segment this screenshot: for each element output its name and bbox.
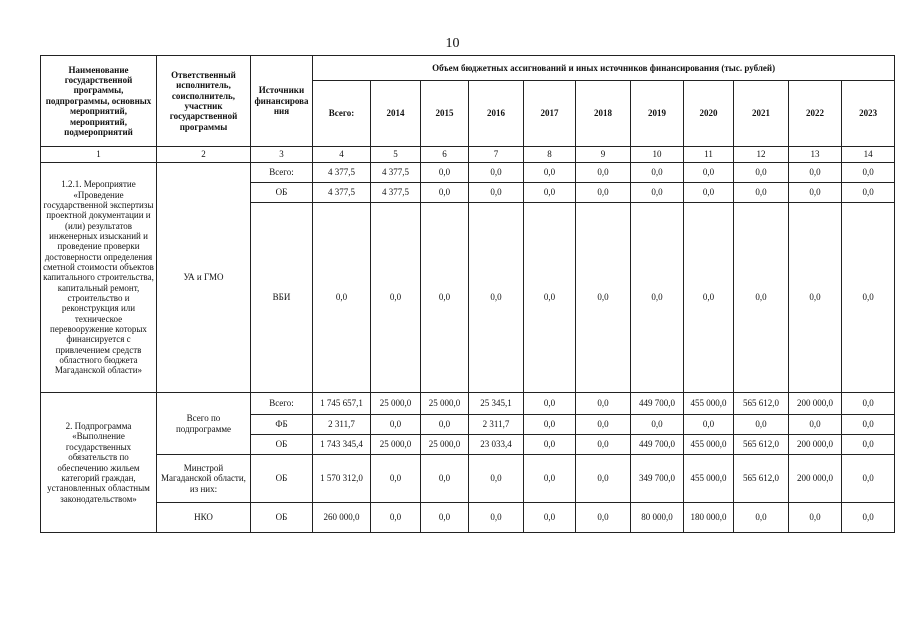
column-number: 12 xyxy=(734,147,789,163)
value-cell: 1 570 312,0 xyxy=(313,455,371,503)
value-cell: 25 345,1 xyxy=(469,393,524,415)
group-responsible: НКО xyxy=(157,503,251,533)
header-row-top xyxy=(41,56,895,81)
value-cell: 0,0 xyxy=(734,503,789,533)
value-cell: 0,0 xyxy=(576,393,631,415)
group-responsible: Всего по подпрограмме xyxy=(157,393,251,455)
source-cell: ОБ xyxy=(251,183,313,203)
value-cell: 0,0 xyxy=(371,503,421,533)
header-year: 2016 xyxy=(469,81,524,147)
header-name: Наименование государственной программы, подпрограммы, основных мероприятий, мероприятий, подмероприятий xyxy=(41,56,157,147)
value-cell: 200 000,0 xyxy=(789,455,842,503)
header-year: 2023 xyxy=(842,81,895,147)
value-cell: 0,0 xyxy=(469,163,524,183)
value-cell: 0,0 xyxy=(842,415,895,435)
header-year: 2015 xyxy=(421,81,469,147)
value-cell: 2 311,7 xyxy=(313,415,371,435)
value-cell: 0,0 xyxy=(469,203,524,393)
value-cell: 0,0 xyxy=(524,503,576,533)
value-cell: 0,0 xyxy=(734,163,789,183)
value-cell: 0,0 xyxy=(631,183,684,203)
header-year: 2019 xyxy=(631,81,684,147)
value-cell: 565 612,0 xyxy=(734,455,789,503)
value-cell: 0,0 xyxy=(524,435,576,455)
value-cell: 0,0 xyxy=(734,183,789,203)
header-year: 2014 xyxy=(371,81,421,147)
table-row xyxy=(41,163,895,183)
source-cell: ОБ xyxy=(251,503,313,533)
value-cell: 0,0 xyxy=(421,183,469,203)
value-cell: 25 000,0 xyxy=(371,393,421,415)
column-numbers-row xyxy=(41,147,895,163)
column-number: 13 xyxy=(789,147,842,163)
value-cell: 455 000,0 xyxy=(684,393,734,415)
value-cell: 0,0 xyxy=(842,163,895,183)
header-budget-group: Объем бюджетных ассигнований и иных источников финансирования (тыс. рублей) xyxy=(313,56,895,81)
table-row xyxy=(41,393,895,415)
value-cell: 260 000,0 xyxy=(313,503,371,533)
value-cell: 0,0 xyxy=(684,203,734,393)
value-cell: 0,0 xyxy=(734,203,789,393)
value-cell: 0,0 xyxy=(842,435,895,455)
value-cell: 0,0 xyxy=(371,203,421,393)
header-responsible: Ответственный исполнитель, соисполнитель, участник государственной программы xyxy=(157,56,251,147)
source-cell: ФБ xyxy=(251,415,313,435)
value-cell: 0,0 xyxy=(421,163,469,183)
value-cell: 0,0 xyxy=(313,203,371,393)
value-cell: 4 377,5 xyxy=(371,183,421,203)
value-cell: 565 612,0 xyxy=(734,435,789,455)
value-cell: 0,0 xyxy=(576,435,631,455)
value-cell: 0,0 xyxy=(842,203,895,393)
value-cell: 80 000,0 xyxy=(631,503,684,533)
header-year: 2021 xyxy=(734,81,789,147)
value-cell: 0,0 xyxy=(524,203,576,393)
budget-table xyxy=(40,55,895,533)
source-cell: Всего: xyxy=(251,393,313,415)
value-cell: 565 612,0 xyxy=(734,393,789,415)
source-cell: ОБ xyxy=(251,435,313,455)
value-cell: 1 743 345,4 xyxy=(313,435,371,455)
value-cell: 0,0 xyxy=(631,163,684,183)
value-cell: 180 000,0 xyxy=(684,503,734,533)
value-cell: 0,0 xyxy=(421,503,469,533)
value-cell: 0,0 xyxy=(789,503,842,533)
value-cell: 0,0 xyxy=(684,183,734,203)
value-cell: 0,0 xyxy=(789,415,842,435)
value-cell: 349 700,0 xyxy=(631,455,684,503)
header-sources: Источники финансирова ния xyxy=(251,56,313,147)
page-number: 10 xyxy=(445,36,460,51)
value-cell: 0,0 xyxy=(576,455,631,503)
header-year: 2020 xyxy=(684,81,734,147)
column-number: 11 xyxy=(684,147,734,163)
table-row xyxy=(41,503,895,533)
value-cell: 25 000,0 xyxy=(421,435,469,455)
section1-responsible: УА и ГМО xyxy=(157,163,251,393)
section1-name: 1.2.1. Мероприятие «Проведение государственной экспертизы проектной документации и (или) результатов инженерных изысканий и проведение проверки достоверности определения сметной стоимости объектов капитального строительства, капитальный ремонт, строительство и реконструкция или техническое перевооружение которых финансируется с привлечением средств областного бюджета Магаданской области» xyxy=(41,163,157,393)
value-cell: 23 033,4 xyxy=(469,435,524,455)
value-cell: 449 700,0 xyxy=(631,393,684,415)
column-number: 5 xyxy=(371,147,421,163)
value-cell: 0,0 xyxy=(524,163,576,183)
value-cell: 0,0 xyxy=(734,415,789,435)
column-number: 4 xyxy=(313,147,371,163)
header-total: Всего: xyxy=(313,81,371,147)
value-cell: 0,0 xyxy=(576,163,631,183)
value-cell: 0,0 xyxy=(421,455,469,503)
value-cell: 0,0 xyxy=(469,183,524,203)
header-year: 2018 xyxy=(576,81,631,147)
value-cell: 25 000,0 xyxy=(421,393,469,415)
column-number: 10 xyxy=(631,147,684,163)
column-number: 3 xyxy=(251,147,313,163)
value-cell: 455 000,0 xyxy=(684,455,734,503)
column-number: 6 xyxy=(421,147,469,163)
column-number: 14 xyxy=(842,147,895,163)
value-cell: 0,0 xyxy=(842,393,895,415)
source-cell: ОБ xyxy=(251,455,313,503)
table-row xyxy=(41,455,895,503)
value-cell: 0,0 xyxy=(371,455,421,503)
value-cell: 0,0 xyxy=(469,503,524,533)
value-cell: 0,0 xyxy=(789,203,842,393)
column-number: 2 xyxy=(157,147,251,163)
value-cell: 0,0 xyxy=(576,503,631,533)
value-cell: 0,0 xyxy=(631,203,684,393)
source-cell: ВБИ xyxy=(251,203,313,393)
value-cell: 0,0 xyxy=(684,415,734,435)
value-cell: 0,0 xyxy=(631,415,684,435)
column-number: 9 xyxy=(576,147,631,163)
value-cell: 0,0 xyxy=(469,455,524,503)
value-cell: 0,0 xyxy=(842,455,895,503)
value-cell: 0,0 xyxy=(576,183,631,203)
value-cell: 455 000,0 xyxy=(684,435,734,455)
value-cell: 4 377,5 xyxy=(371,163,421,183)
value-cell: 0,0 xyxy=(524,393,576,415)
column-number: 8 xyxy=(524,147,576,163)
value-cell: 0,0 xyxy=(789,163,842,183)
value-cell: 200 000,0 xyxy=(789,435,842,455)
value-cell: 0,0 xyxy=(524,455,576,503)
value-cell: 0,0 xyxy=(842,183,895,203)
header-year: 2017 xyxy=(524,81,576,147)
value-cell: 2 311,7 xyxy=(469,415,524,435)
column-number: 7 xyxy=(469,147,524,163)
value-cell: 0,0 xyxy=(421,203,469,393)
value-cell: 4 377,5 xyxy=(313,163,371,183)
source-cell: Всего: xyxy=(251,163,313,183)
value-cell: 0,0 xyxy=(524,415,576,435)
value-cell: 0,0 xyxy=(576,203,631,393)
value-cell: 449 700,0 xyxy=(631,435,684,455)
value-cell: 0,0 xyxy=(576,415,631,435)
value-cell: 25 000,0 xyxy=(371,435,421,455)
value-cell: 0,0 xyxy=(371,415,421,435)
value-cell: 0,0 xyxy=(842,503,895,533)
value-cell: 1 745 657,1 xyxy=(313,393,371,415)
value-cell: 0,0 xyxy=(789,183,842,203)
group-responsible: Минстрой Магаданской области, из них: xyxy=(157,455,251,503)
value-cell: 0,0 xyxy=(421,415,469,435)
value-cell: 0,0 xyxy=(684,163,734,183)
header-year: 2022 xyxy=(789,81,842,147)
value-cell: 200 000,0 xyxy=(789,393,842,415)
value-cell: 0,0 xyxy=(524,183,576,203)
value-cell: 4 377,5 xyxy=(313,183,371,203)
column-number: 1 xyxy=(41,147,157,163)
section2-name: 2. Подпрограмма «Выполнение государственных обязательств по обеспечению жильем категорий граждан, установленных областным законодательством» xyxy=(41,393,157,533)
